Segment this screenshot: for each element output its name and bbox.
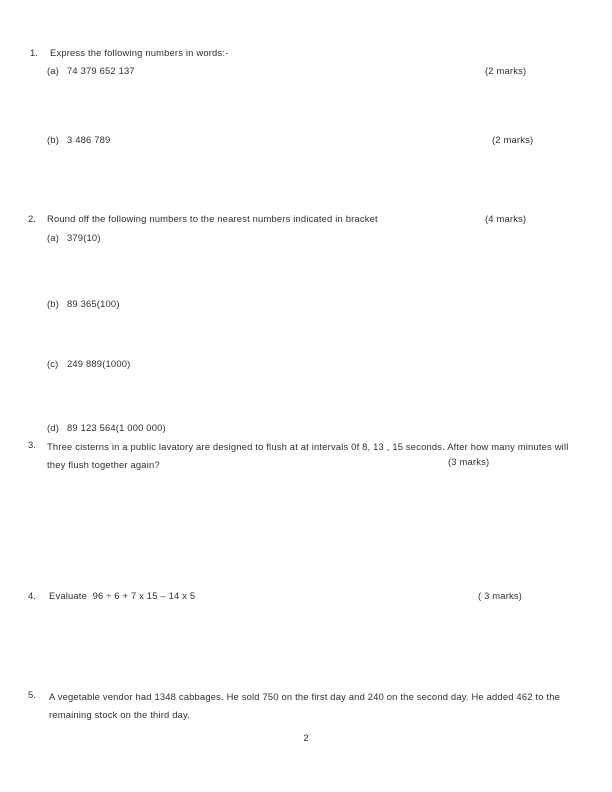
question-2a-label: (a)	[47, 232, 60, 243]
question-2b-label: (b)	[47, 298, 60, 309]
question-2b-text: 89 365(100)	[67, 298, 120, 309]
question-2d-text: 89 123 564(1 000 000)	[67, 422, 166, 433]
question-2-marks: (4 marks)	[485, 213, 527, 224]
question-1-stem: Express the following numbers in words:-	[50, 47, 229, 58]
question-4-stem: Evaluate 96 ÷ 6 + 7 x 15 – 14 x 5	[49, 590, 196, 601]
page-number: 2	[303, 732, 309, 743]
question-1b-marks: (2 marks)	[492, 134, 534, 145]
question-4-marks: ( 3 marks)	[478, 590, 523, 601]
question-number-5: 5.	[28, 689, 36, 700]
question-1a-marks: (2 marks)	[485, 65, 527, 76]
question-3-marks: (3 marks)	[448, 456, 490, 467]
question-3-stem: Three cisterns in a public lavatory are designed to flush at at intervals 0f 8, 13 , 15 seconds. After how many minutes will they flush together again?	[47, 441, 569, 470]
question-2-stem: Round off the following numbers to the nearest numbers indicated in bracket	[47, 213, 378, 224]
question-1a-text: 74 379 652 137	[67, 65, 135, 76]
question-number-2: 2.	[28, 213, 36, 224]
question-2c-text: 249 889(1000)	[67, 358, 131, 369]
question-1b-text: 3 486 789	[67, 134, 111, 145]
question-2d-label: (d)	[47, 422, 60, 433]
question-5-stem: A vegetable vendor had 1348 cabbages. He sold 750 on the first day and 240 on the second day. He added 462 to the remaining stock on the third day.	[49, 691, 561, 720]
question-1b-label: (b)	[47, 134, 60, 145]
question-number-4: 4.	[28, 590, 36, 601]
question-2a-text: 379(10)	[67, 232, 101, 243]
question-1a-label: (a)	[47, 65, 60, 76]
question-2c-label: (c)	[47, 358, 59, 369]
question-number-1: 1.	[30, 47, 38, 58]
question-number-3: 3.	[28, 439, 36, 450]
